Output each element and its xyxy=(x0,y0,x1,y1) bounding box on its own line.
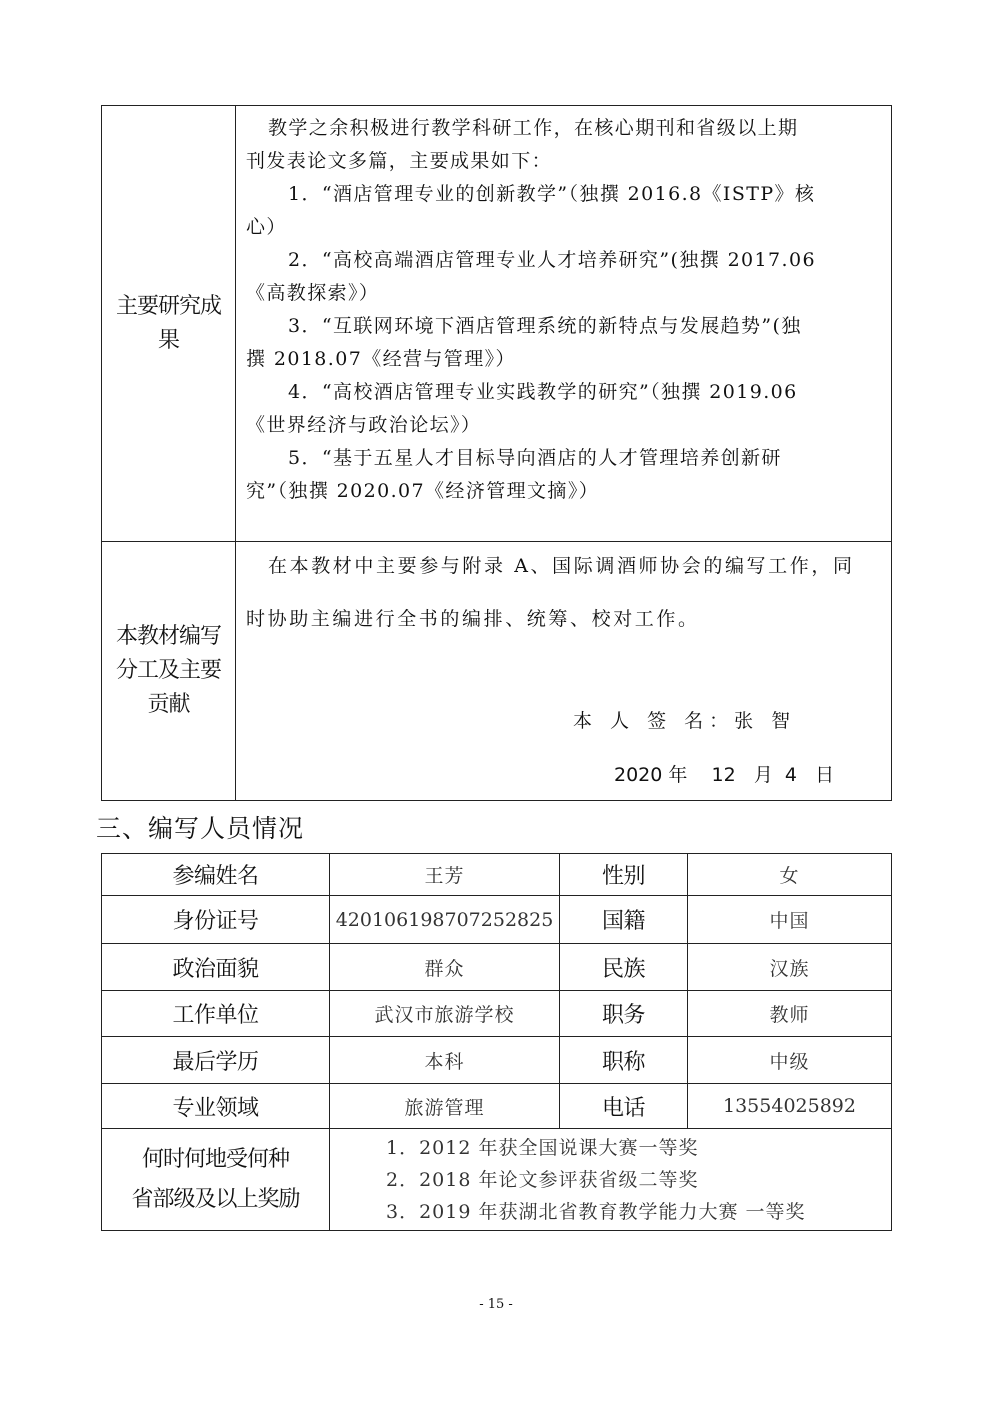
awards-label-line: 何时何地受何种 xyxy=(141,1146,289,1172)
field-label: 最后学历 xyxy=(102,1037,330,1084)
field-label: 参编姓名 xyxy=(102,854,330,896)
field-label: 职称 xyxy=(560,1037,688,1084)
contribution-line: 在本教材中主要参与附录 A、国际调酒师协会的编写工作，同 xyxy=(268,555,855,577)
field-value: 中国 xyxy=(688,896,892,944)
field-label: 电话 xyxy=(560,1084,688,1129)
contribution-line: 时协助主编进行全书的编排、统筹、校对工作。 xyxy=(246,608,700,630)
research-content xyxy=(236,106,892,542)
contribution-label xyxy=(102,542,236,801)
staff-table xyxy=(101,853,892,1231)
field-label: 性别 xyxy=(560,854,688,896)
field-label: 民族 xyxy=(560,944,688,991)
research-label-line: 主要研究成 xyxy=(115,293,221,319)
contribution-label-line: 分工及主要 xyxy=(115,658,221,683)
awards-label-line: 省部级及以上奖励 xyxy=(131,1186,300,1212)
signature: 本 人 签 名：张 智 xyxy=(573,710,797,732)
field-value: 420106198707252825 xyxy=(330,896,560,944)
field-label: 身份证号 xyxy=(102,896,330,944)
research-line: 5．“基于五星人才目标导向酒店的人才管理培养创新研 xyxy=(288,447,782,469)
field-value: 群众 xyxy=(330,944,560,991)
field-value: 旅游管理 xyxy=(330,1084,560,1129)
research-line: 究”（独撰 2020.07《经济管理文摘》） xyxy=(246,480,600,502)
awards-list xyxy=(330,1129,892,1231)
field-value: 中级 xyxy=(688,1037,892,1084)
research-label xyxy=(102,106,236,542)
research-line: 4．“高校酒店管理专业实践教学的研究”（独撰 2019.06 xyxy=(288,381,798,403)
field-value: 王芳 xyxy=(330,854,560,896)
research-line: 心） xyxy=(246,216,287,238)
table-row xyxy=(102,896,892,944)
research-label-line: 果 xyxy=(157,327,179,353)
contribution-table xyxy=(101,105,892,801)
field-value: 13554025892 xyxy=(688,1084,892,1129)
field-label: 国籍 xyxy=(560,896,688,944)
table-row xyxy=(102,1084,892,1129)
contribution-content xyxy=(236,542,892,801)
field-label: 政治面貌 xyxy=(102,944,330,991)
research-line: 1．“酒店管理专业的创新教学”（独撰 2016.8《ISTP》核 xyxy=(288,183,816,205)
field-label: 职务 xyxy=(560,991,688,1037)
award-item: 3．2019 年获湖北省教育教学能力大赛 一等奖 xyxy=(386,1200,806,1223)
contribution-label-line: 本教材编写 xyxy=(115,624,221,649)
field-value: 女 xyxy=(688,854,892,896)
research-line: 3．“互联网环境下酒店管理系统的新特点与发展趋势”(独 xyxy=(288,315,802,337)
section-title: 三、编写人员情况 xyxy=(96,814,305,843)
table-row xyxy=(102,944,892,991)
field-label: 专业领域 xyxy=(102,1084,330,1129)
table-row xyxy=(102,1129,892,1231)
research-line: 刊发表论文多篇，主要成果如下： xyxy=(246,150,553,172)
awards-label xyxy=(102,1129,330,1231)
sign-date: 2020 年 12 月 4 日 xyxy=(614,764,835,786)
research-line: 《高教探索》） xyxy=(246,282,380,304)
research-line: 《世界经济与政治论坛》） xyxy=(246,414,482,436)
page-number: - 15 - xyxy=(479,1297,513,1312)
field-value: 本科 xyxy=(330,1037,560,1084)
table-row xyxy=(102,854,892,896)
award-item: 2．2018 年论文参评获省级二等奖 xyxy=(386,1168,699,1191)
research-line: 撰 2018.07《经营与管理》） xyxy=(246,348,516,370)
field-label: 工作单位 xyxy=(102,991,330,1037)
table-row xyxy=(102,1037,892,1084)
contribution-label-line: 贡献 xyxy=(147,692,190,717)
research-line: 教学之余积极进行教学科研工作，在核心期刊和省级以上期 xyxy=(268,117,799,139)
table-row xyxy=(102,991,892,1037)
research-line: 2．“高校高端酒店管理专业人才培养研究”(独撰 2017.06 xyxy=(288,249,816,271)
award-item: 1．2012 年获全国说课大赛一等奖 xyxy=(386,1136,699,1159)
field-value: 教师 xyxy=(688,991,892,1037)
field-value: 武汉市旅游学校 xyxy=(330,991,560,1037)
field-value: 汉族 xyxy=(688,944,892,991)
